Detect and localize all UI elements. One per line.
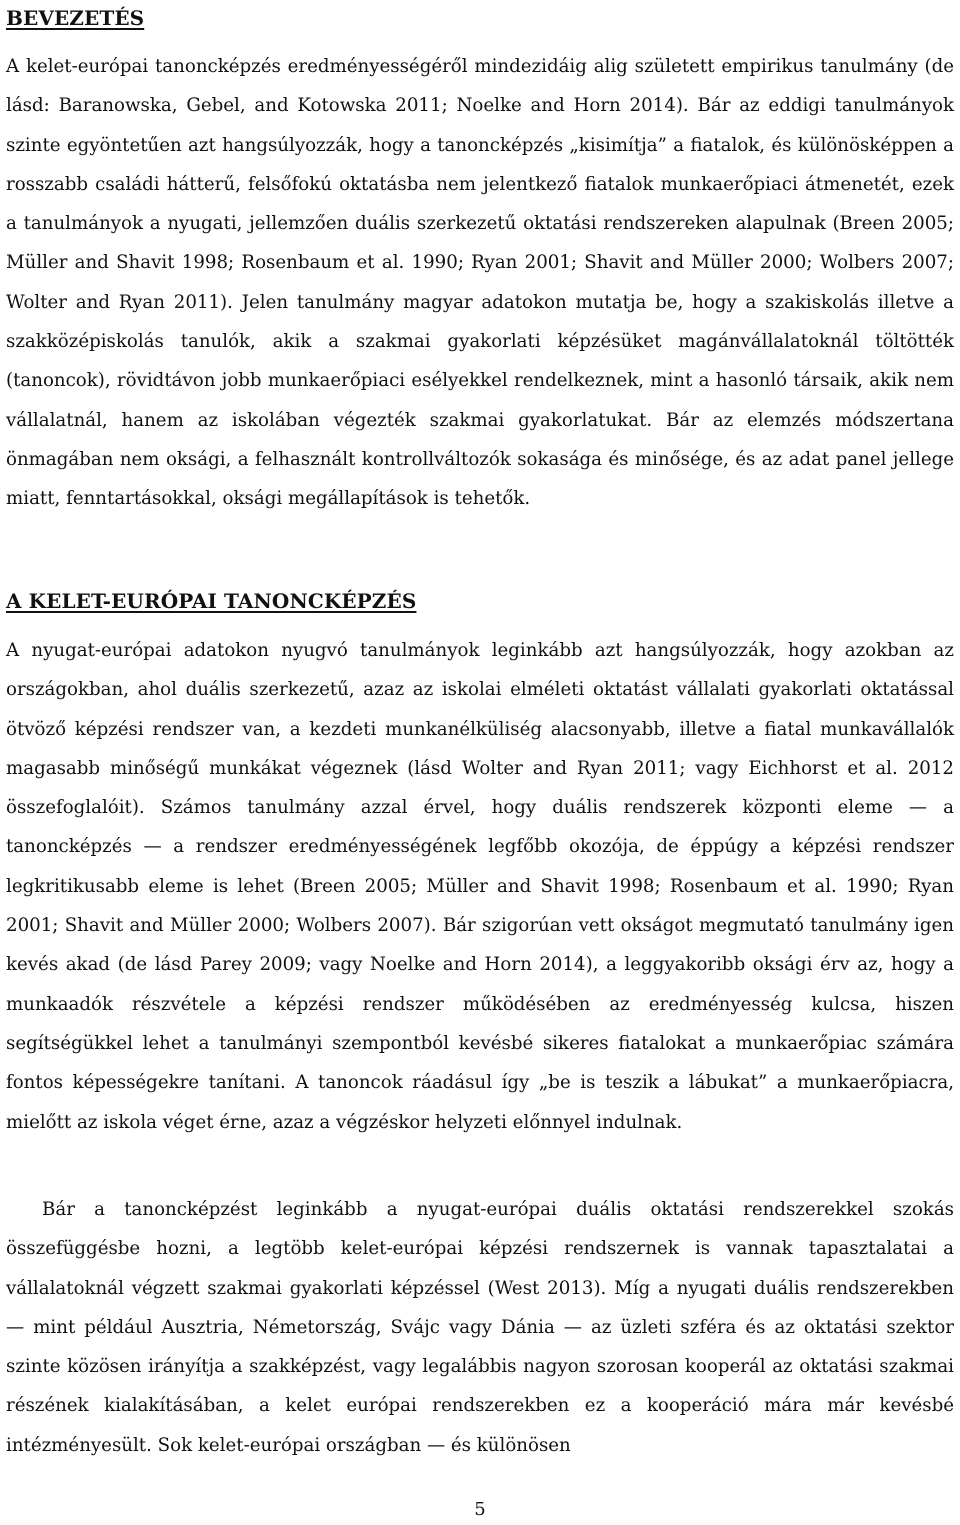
paragraph-eastern-european-systems: Bár a tanoncképzést leginkább a nyugat-európai duális oktatási rendszerekkel szokás összefüggésbe hozni, a legtöbb kelet-európai képzési rendszernek is vannak tapasztalatai a vállalatoknál végzett szakmai gyakorlati képzéssel (West 2013). Míg a nyugati duális rendszerekben — mint például Ausztria, Németország, Svájc vagy Dánia — az üzleti szféra és az oktatási szektor szinte közösen irányítja a szakképzést, vagy legalábbis nagyon szorosan kooperál az oktatási szakmai részének kialakításában, a kelet európai rendszerekben ez a kooperáció mára már kevésbé intézményesült. Sok kelet-európai országban — és különösen — [6, 1199, 954, 1456]
page-number: 5 — [474, 1499, 486, 1520]
section-heading-eastern-european-apprenticeship: A KELET-EURÓPAI TANONCKÉPZÉS — [6, 589, 417, 613]
paragraph-introduction: A kelet-európai tanoncképzés eredményességéről mindezidáig alig született empirikus tanulmány (de lásd: Baranowska, Gebel, and Kotowska 2011; Noelke and Horn 2014). Bár az eddigi tanulmányok szinte egyöntetűen azt hangsúlyozzák, hogy a tanoncképzés „kisimítja” a fiatalok, és különösképpen a rosszabb családi hátterű, felsőfokú oktatásba nem jelentkező fiatalok munkaerőpiaci átmenetét, ezek a tanulmányok a nyugati, jellemzően duális szerkezetű oktatási rendszereken alapulnak (Breen 2005; Müller and Shavit 1998; Rosenbaum et al. 1990; Ryan 2001; Shavit and Müller 2000; Wolbers 2007; Wolter and Ryan 2011). Jelen tanulmány magyar adatokon mutatja be, hogy a szakiskolás illetve a szakközépiskolás tanulók, akik a szakmai gyakorlati képzésüket magánvállalatoknál töltötték (tanoncok), rövidtávon jobb munkaerőpiaci esélyekkel rendelkeznek, mint a hasonló társaik, akik nem vállalatnál, hanem az iskolában végezték szakmai gyakorlatukat. Bár az elemzés módszertana önmagában nem oksági, a felhasznált kontrollváltozók sokasága és minősége, és az adat panel jellege miatt, fenntartásokkal, oksági megállapítások is tehetők. — [6, 56, 954, 510]
paragraph-western-european-studies: A nyugat-európai adatokon nyugvó tanulmányok leginkább azt hangsúlyozzák, hogy azokban az országokban, ahol duális szerkezetű, azaz az iskolai elméleti oktatást vállalati gyakorlati oktatással ötvöző képzési rendszer van, a kezdeti munkanélküliség alacsonyabb, illetve a fiatal munkavállalók magasabb minőségű munkákat végeznek (lásd Wolter and Ryan 2011; vagy Eichhorst et al. 2012 összefoglalóit). Számos tanulmány azzal érvel, hogy duális rendszerek központi eleme — a tanoncképzés — a rendszer eredményességének legfőbb okozója, de éppúgy a képzési rendszer legkritikusabb eleme is lehet (Breen 2005; Müller and Shavit 1998; Rosenbaum et al. 1990; Ryan 2001; Shavit and Müller 2000; Wolbers 2007). Bár szigorúan vett okságot megmutató tanulmány igen kevés akad (de lásd Parey 2009; vagy Noelke and Horn 2014), a leggyakoribb oksági érv az, hogy a munkaadók részvétele a képzési rendszer működésében az eredményesség kulcsa, hiszen segítségükkel lehet a tanulmányi szempontból kevésbé sikeres fiatalokat a munkaerőpiac számára fontos képességekre tanítani. A tanoncok ráadásul így „be is teszik a lábukat” a munkaerőpiacra, mielőtt az iskola véget érne, azaz a végzéskor helyzeti előnnyel indulnak. — [6, 640, 954, 1133]
section-heading-introduction: BEVEZETÉS — [6, 6, 145, 30]
